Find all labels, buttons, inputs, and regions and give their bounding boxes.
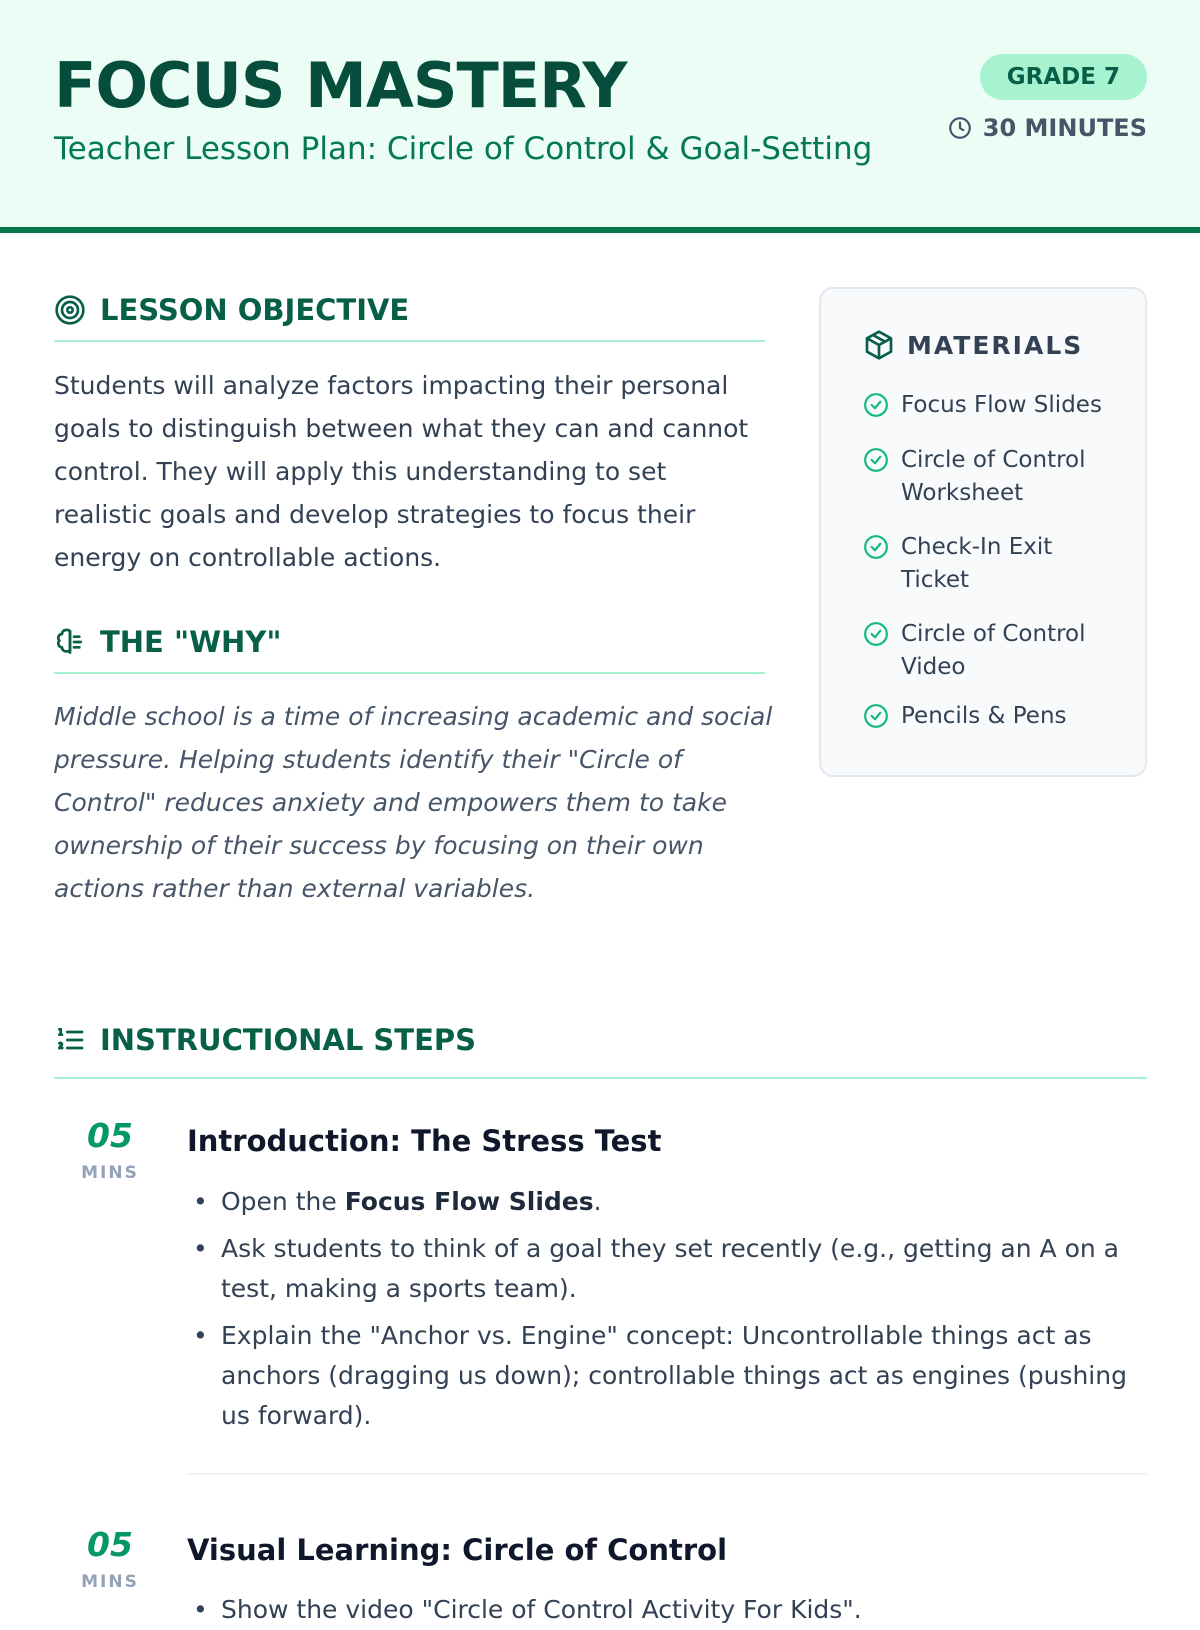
duration-info bbox=[947, 114, 1147, 142]
bullet-text-end: . bbox=[593, 1187, 602, 1216]
check-circle-icon bbox=[863, 447, 889, 473]
bullet-bold-text: Focus Flow Slides bbox=[344, 1187, 594, 1216]
why-heading bbox=[54, 625, 281, 659]
step-bullet bbox=[187, 1182, 1147, 1222]
list-ordered-icon bbox=[54, 1024, 86, 1056]
step-title: Introduction: The Stress Test bbox=[187, 1124, 662, 1158]
step-time bbox=[55, 1525, 165, 1592]
step-time bbox=[55, 1116, 165, 1183]
step-bullet bbox=[187, 1229, 1147, 1309]
step-time-unit: MINS bbox=[81, 1163, 139, 1183]
material-item-label: Circle of Control Video bbox=[901, 621, 1086, 680]
step-time-number: 05 bbox=[87, 1116, 133, 1155]
step-bullet-list bbox=[187, 1182, 1147, 1443]
clock-icon bbox=[947, 115, 973, 141]
steps-heading bbox=[54, 1023, 476, 1057]
materials-card bbox=[819, 287, 1147, 777]
duration-label: 30 MINUTES bbox=[982, 114, 1147, 142]
check-circle-icon bbox=[863, 534, 889, 560]
why-divider bbox=[54, 672, 765, 674]
step-time-unit: MINS bbox=[81, 1572, 139, 1592]
step-bullet-list bbox=[187, 1590, 1147, 1624]
bullet-text: Show the video "Circle of Control Activity For Kids". bbox=[221, 1595, 862, 1624]
why-text: Middle school is a time of increasing academic and social pressure. Helping students identify their "Circle of Control" reduces anxiety and empowers them to take ownership of their success by focusing on their own actions rather than external variables. bbox=[54, 702, 773, 903]
objective-heading bbox=[54, 293, 409, 327]
material-item bbox=[863, 531, 1123, 597]
step-bullet-list-inner bbox=[187, 1590, 1147, 1630]
bullet-text: Ask students to think of a goal they set recently (e.g., getting an A on a test, making a sports team). bbox=[221, 1234, 1119, 1303]
objective-heading-label: LESSON OBJECTIVE bbox=[100, 293, 410, 327]
brain-icon bbox=[54, 626, 86, 658]
step-title: Visual Learning: Circle of Control bbox=[187, 1533, 728, 1567]
page-subtitle: Teacher Lesson Plan: Circle of Control & Goal-Setting bbox=[54, 131, 873, 167]
page-title: FOCUS MASTERY bbox=[54, 49, 627, 122]
material-item bbox=[863, 444, 1123, 510]
step-bullet bbox=[187, 1316, 1147, 1436]
check-circle-icon bbox=[863, 621, 889, 647]
materials-heading bbox=[863, 329, 1083, 361]
steps-divider bbox=[54, 1077, 1147, 1079]
page-header bbox=[0, 0, 1200, 233]
materials-heading-label: MATERIALS bbox=[907, 330, 1084, 360]
package-icon bbox=[863, 329, 895, 361]
material-item bbox=[863, 389, 1123, 422]
material-item bbox=[863, 618, 1123, 684]
check-circle-icon bbox=[863, 703, 889, 729]
bullet-text: Open the bbox=[221, 1187, 345, 1216]
step-divider bbox=[187, 1473, 1147, 1475]
step-time-number: 05 bbox=[87, 1525, 133, 1564]
why-heading-label: THE "WHY" bbox=[100, 625, 282, 659]
grade-badge: GRADE 7 bbox=[980, 54, 1147, 100]
step-bullet bbox=[187, 1590, 1147, 1630]
material-item-label: Check-In Exit Ticket bbox=[901, 534, 1053, 593]
material-item bbox=[863, 700, 1123, 733]
objective-text: Students will analyze factors impacting their personal goals to distinguish between what they can and cannot control. They will apply this understanding to set realistic goals and develop strategies to focus their energy on controllable actions. bbox=[54, 371, 749, 572]
bullet-text: Explain the "Anchor vs. Engine" concept: Uncontrollable things act as anchors (dragging us down); controllable things act as engines (pushing us forward). bbox=[221, 1321, 1127, 1430]
material-item-label: Pencils & Pens bbox=[901, 703, 1067, 729]
steps-heading-label: INSTRUCTIONAL STEPS bbox=[100, 1023, 477, 1057]
check-circle-icon bbox=[863, 392, 889, 418]
material-item-label: Focus Flow Slides bbox=[901, 392, 1102, 418]
target-icon bbox=[54, 294, 86, 326]
material-item-label: Circle of Control Worksheet bbox=[901, 447, 1086, 506]
objective-divider bbox=[54, 340, 765, 342]
